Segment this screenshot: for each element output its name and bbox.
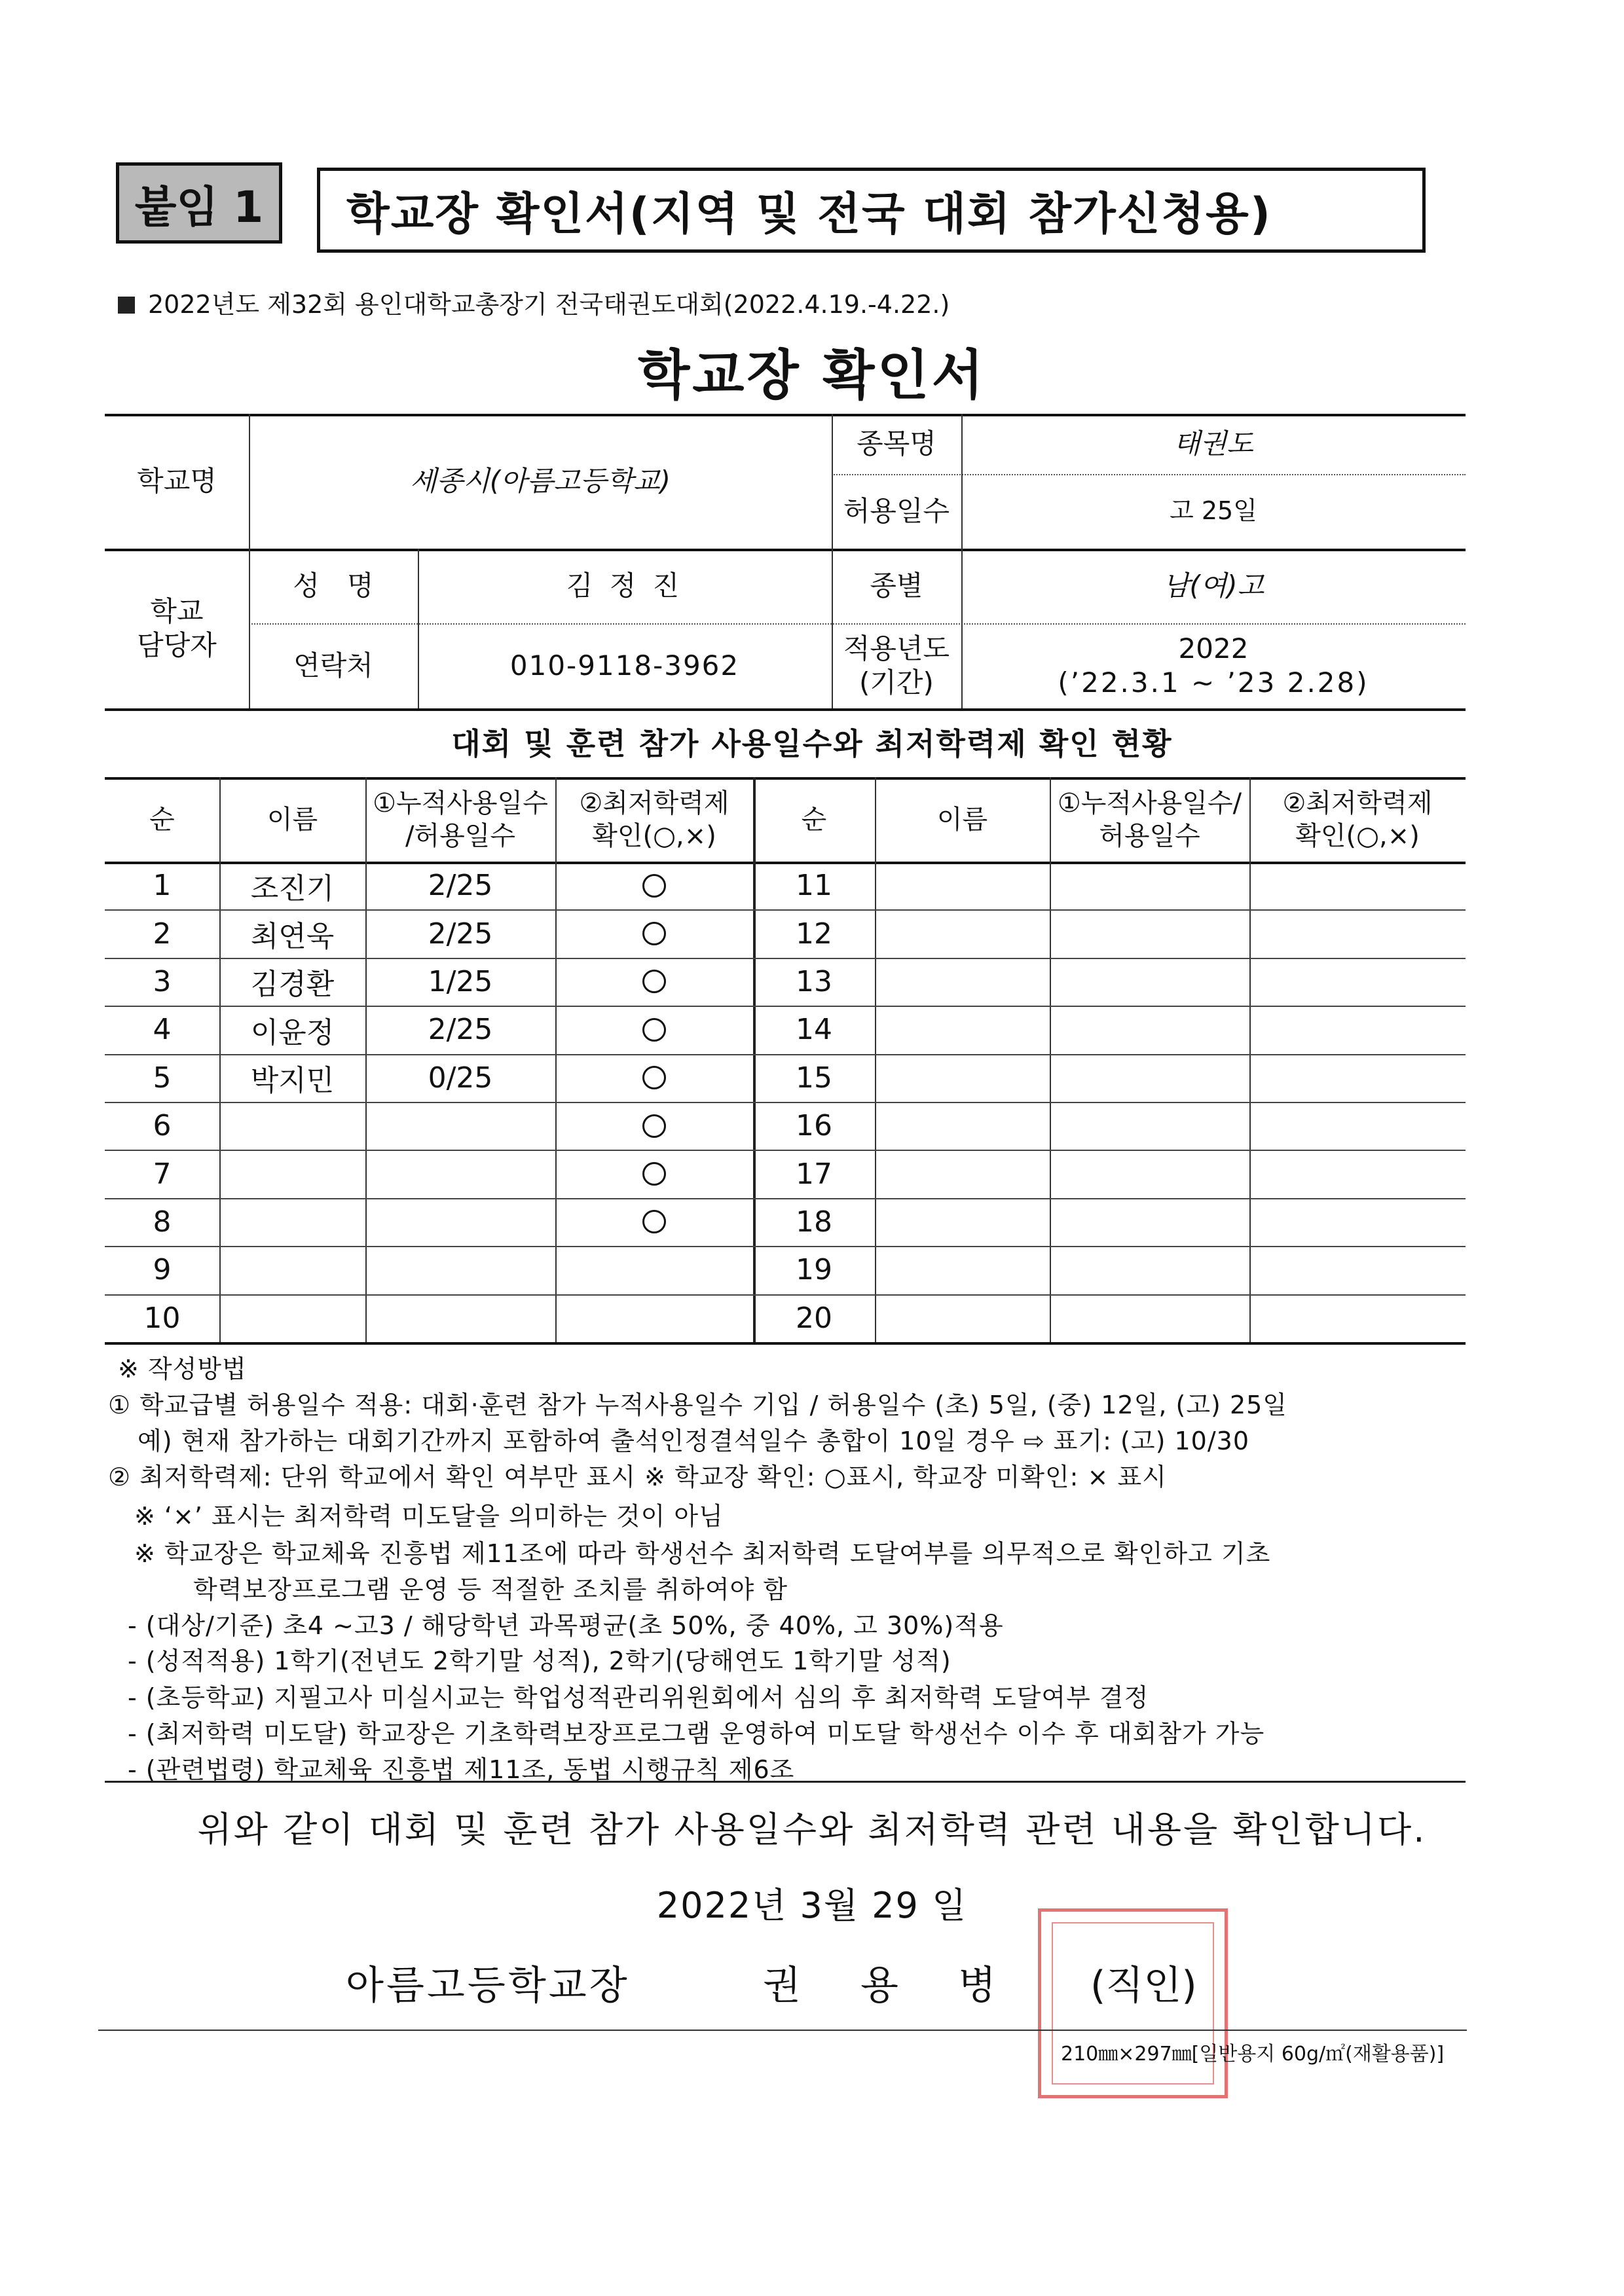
school-principal-title: 아름고등학교장 bbox=[346, 1963, 630, 2009]
note-line: - (대상/기준) 초4 ~고3 / 해당학년 과목평균(초 50%, 중 40%, 고 30%)적용 bbox=[128, 1611, 1004, 1640]
attachment-tag: 붙임 1 bbox=[116, 162, 282, 244]
manager-label: 학교 담당자 bbox=[137, 594, 217, 661]
col-name-right: 이름 bbox=[936, 804, 988, 835]
contact-label: 연락처 bbox=[293, 649, 373, 682]
row-check-right bbox=[1249, 909, 1466, 957]
row-num-right: 20 bbox=[796, 1301, 832, 1335]
paper-spec: 210㎜×297㎜[일반용지 60g/㎡(재활용품)] bbox=[1061, 2043, 1445, 2066]
form-title: 학교장 확인서(지역 및 전국 대회 참가신청용) bbox=[317, 168, 1426, 253]
seal-label: (직인) bbox=[1090, 1963, 1197, 2009]
circle-mark-icon bbox=[642, 1114, 666, 1138]
row-num: 8 bbox=[153, 1205, 172, 1239]
circle-mark-icon bbox=[642, 970, 666, 993]
row-num: 1 bbox=[153, 869, 172, 903]
year-period: (’22.3.1 ~ ’23 2.28) bbox=[1058, 666, 1369, 699]
row-check bbox=[555, 1006, 753, 1053]
note-line: - (초등학교) 지필고사 미실시교는 학업성적관리위원회에서 심의 후 최저학력 도달여부 결정 bbox=[128, 1683, 1149, 1712]
row-num: 9 bbox=[153, 1253, 172, 1287]
row-days-right bbox=[1050, 909, 1249, 957]
row-days bbox=[365, 1246, 555, 1294]
row-check-right bbox=[1249, 1102, 1466, 1150]
contact-value: 010-9118-3962 bbox=[509, 649, 740, 682]
row-days: 2/25 bbox=[428, 917, 493, 951]
row-num-right: 12 bbox=[796, 917, 832, 951]
circle-mark-icon bbox=[642, 1066, 666, 1089]
row-check-right bbox=[1249, 1150, 1466, 1197]
row-days: 1/25 bbox=[428, 964, 493, 998]
square-bullet-icon bbox=[118, 297, 135, 314]
row-check bbox=[555, 1246, 753, 1294]
row-name bbox=[219, 1198, 365, 1246]
row-num: 3 bbox=[153, 964, 172, 998]
row-days-right bbox=[1050, 1006, 1249, 1053]
circle-mark-icon bbox=[642, 874, 666, 898]
gender-label: 종별 bbox=[870, 569, 923, 602]
note-line: 학력보장프로그램 운영 등 적절한 조치를 취하여야 함 bbox=[193, 1575, 788, 1604]
days-value: 고 25일 bbox=[1170, 496, 1257, 526]
row-check-right bbox=[1249, 1294, 1466, 1342]
row-name: 이윤정 bbox=[250, 1015, 335, 1049]
name-label: 성 명 bbox=[293, 569, 374, 602]
note-line: ② 최저학력제: 단위 학교에서 확인 여부만 표시 ※ 학교장 확인: ○표시, 학교장 미확인: × 표시 bbox=[108, 1463, 1167, 1491]
row-num-right: 14 bbox=[796, 1013, 832, 1047]
note-line: 예) 현재 참가하는 대회기간까지 포함하여 출석인정결석일수 총합이 10일 경우 ⇨ 표기: (고) 10/30 bbox=[138, 1427, 1250, 1455]
col-num: 순 bbox=[149, 804, 175, 835]
row-check bbox=[555, 1198, 753, 1246]
name-value: 김 정 진 bbox=[566, 569, 684, 602]
row-days-right bbox=[1050, 1294, 1249, 1342]
row-num-right: 19 bbox=[796, 1253, 832, 1287]
row-name-right bbox=[875, 1246, 1050, 1294]
row-num-right: 18 bbox=[796, 1205, 832, 1239]
row-name bbox=[219, 1294, 365, 1342]
confirmation-sentence: 위와 같이 대회 및 훈련 참가 사용일수와 최저학력 관련 내용을 확인합니다. bbox=[197, 1809, 1427, 1850]
row-check bbox=[555, 958, 753, 1006]
row-name-right bbox=[875, 958, 1050, 1006]
row-name: 최연욱 bbox=[250, 920, 335, 954]
school-value: 세종시(아름고등학교) bbox=[410, 464, 671, 497]
row-num: 7 bbox=[153, 1157, 172, 1191]
row-num-right: 15 bbox=[796, 1061, 832, 1095]
row-check bbox=[555, 1054, 753, 1102]
row-check bbox=[555, 862, 753, 909]
note-line: ※ 학교장은 학교체육 진흥법 제11조에 따라 학생선수 최저학력 도달여부를 의무적으로 확인하고 기초 bbox=[134, 1539, 1271, 1568]
row-name-right bbox=[875, 1294, 1050, 1342]
row-check-right bbox=[1249, 1054, 1466, 1102]
row-num-right: 17 bbox=[796, 1157, 832, 1191]
row-check-right bbox=[1249, 1006, 1466, 1053]
row-num: 2 bbox=[153, 917, 172, 951]
gender-value: 남(여)고 bbox=[1162, 569, 1264, 602]
row-days bbox=[365, 1294, 555, 1342]
year-label: 적용년도 (기간) bbox=[843, 632, 950, 699]
sport-label: 종목명 bbox=[857, 427, 936, 460]
col-name: 이름 bbox=[267, 804, 318, 835]
col-check-right: ②최저학력제 확인(○,×) bbox=[1282, 788, 1433, 851]
row-check bbox=[555, 1294, 753, 1342]
circle-mark-icon bbox=[642, 1162, 666, 1186]
row-days-right bbox=[1050, 1150, 1249, 1197]
note-line: ① 학교급별 허용일수 적용: 대회·훈련 참가 누적사용일수 기입 / 허용일수 (초) 5일, (중) 12일, (고) 25일 bbox=[108, 1391, 1288, 1419]
row-name-right bbox=[875, 909, 1050, 957]
row-days-right bbox=[1050, 1102, 1249, 1150]
row-num-right: 13 bbox=[796, 964, 832, 998]
note-line: - (최저학력 미도달) 학교장은 기초학력보장프로그램 운영하여 미도달 학생선수 이수 후 대회참가 가능 bbox=[128, 1719, 1265, 1748]
year-cell bbox=[961, 623, 1466, 708]
row-check bbox=[555, 1150, 753, 1197]
event-name: 2022년도 제32회 용인대학교총장기 전국태권도대회(2022.4.19.-4.22.) bbox=[148, 290, 950, 319]
row-days-right bbox=[1050, 1246, 1249, 1294]
row-days: 0/25 bbox=[428, 1061, 493, 1095]
row-name-right bbox=[875, 1054, 1050, 1102]
sport-value: 태권도 bbox=[1173, 427, 1253, 460]
col-check: ②최저학력제 확인(○,×) bbox=[579, 788, 729, 851]
row-days bbox=[365, 1102, 555, 1150]
row-check-right bbox=[1249, 862, 1466, 909]
document-title: 학교장 확인서 bbox=[638, 344, 986, 407]
row-num: 10 bbox=[143, 1301, 181, 1335]
status-section-title: 대회 및 훈련 참가 사용일수와 최저학력제 확인 현황 bbox=[451, 726, 1173, 761]
row-days-right bbox=[1050, 862, 1249, 909]
row-check bbox=[555, 909, 753, 957]
row-num: 6 bbox=[153, 1109, 172, 1143]
note-line: - (관련법령) 학교체육 진흥법 제11조, 동법 시행규칙 제6조 bbox=[128, 1755, 795, 1784]
principal-name: 권 용 병 bbox=[763, 1963, 1020, 2009]
row-check-right bbox=[1249, 958, 1466, 1006]
year-value: 2022 bbox=[1178, 632, 1249, 665]
row-name bbox=[219, 1150, 365, 1197]
note-line: - (성적적용) 1학기(전년도 2학기말 성적), 2학기(당해연도 1학기말 성적) bbox=[128, 1647, 951, 1675]
row-days bbox=[365, 1198, 555, 1246]
row-check-right bbox=[1249, 1246, 1466, 1294]
row-days: 2/25 bbox=[428, 869, 493, 903]
event-line bbox=[118, 284, 950, 320]
row-name-right bbox=[875, 1150, 1050, 1197]
row-name-right bbox=[875, 1102, 1050, 1150]
row-days-right bbox=[1050, 1198, 1249, 1246]
days-label: 허용일수 bbox=[843, 494, 950, 527]
circle-mark-icon bbox=[642, 1018, 666, 1042]
row-check-right bbox=[1249, 1198, 1466, 1246]
row-name: 조진기 bbox=[250, 871, 335, 905]
row-days bbox=[365, 1150, 555, 1197]
row-name: 박지민 bbox=[250, 1064, 335, 1098]
col-days: ①누적사용일수 /허용일수 bbox=[373, 788, 548, 851]
note-line: ※ ‘×’ 표시는 최저학력 미도달을 의미하는 것이 아님 bbox=[134, 1502, 724, 1531]
row-days: 2/25 bbox=[428, 1013, 493, 1047]
row-name bbox=[219, 1102, 365, 1150]
row-check bbox=[555, 1102, 753, 1150]
circle-mark-icon bbox=[642, 922, 666, 945]
row-num: 5 bbox=[153, 1061, 172, 1095]
row-days-right bbox=[1050, 958, 1249, 1006]
col-days-right: ①누적사용일수/ 허용일수 bbox=[1057, 788, 1242, 851]
row-name-right bbox=[875, 1198, 1050, 1246]
row-days-right bbox=[1050, 1054, 1249, 1102]
row-name bbox=[219, 1246, 365, 1294]
row-num-right: 11 bbox=[796, 869, 832, 903]
circle-mark-icon bbox=[642, 1210, 666, 1233]
row-name-right bbox=[875, 1006, 1050, 1053]
row-name-right bbox=[875, 862, 1050, 909]
col-num-right: 순 bbox=[801, 804, 827, 835]
confirmation-date: 2022년 3월 29 일 bbox=[656, 1885, 968, 1926]
note-line: ※ 작성방법 bbox=[118, 1355, 247, 1383]
row-num-right: 16 bbox=[796, 1109, 832, 1143]
row-num: 4 bbox=[153, 1013, 172, 1047]
row-name: 김경환 bbox=[250, 968, 335, 1002]
school-label: 학교명 bbox=[137, 464, 217, 497]
